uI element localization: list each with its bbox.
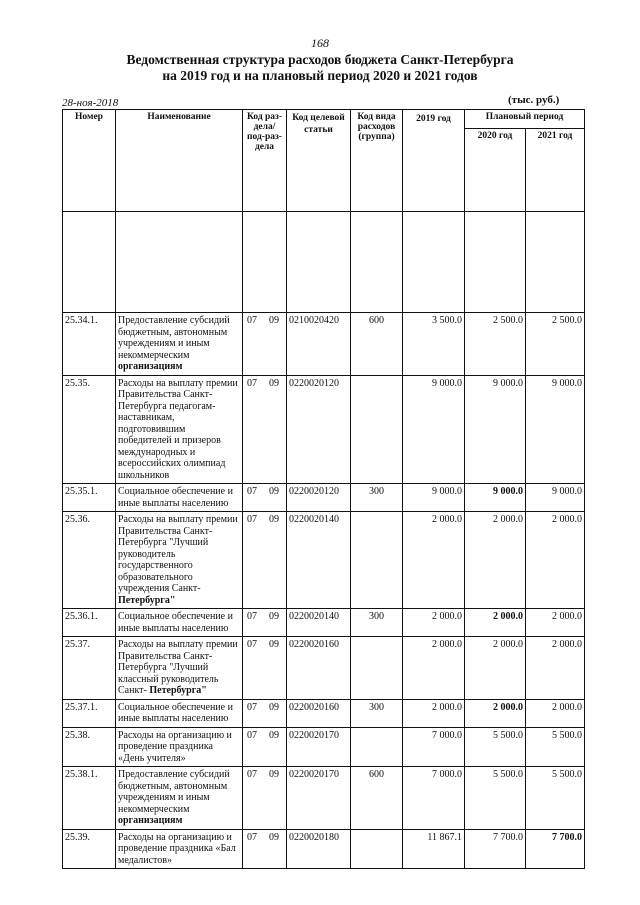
row-name-text-bold: Петербурга" (149, 685, 207, 696)
subsection-code: 09 (269, 315, 279, 326)
row-number: 25.37.1. (63, 699, 116, 727)
section-code: 07 (247, 377, 257, 389)
subsection-code: 09 (269, 639, 279, 650)
table-row (63, 637, 585, 700)
row-name-text-bold: организациям (118, 361, 183, 372)
row-expense-type: 300 (351, 699, 403, 727)
row-name-text-bold: Петербурга" (118, 594, 176, 606)
section-code: 07 (247, 315, 257, 326)
row-target-code: 0220020120 (287, 484, 351, 512)
row-name-text: Предоставление субсидий бюджетным, автономным учреждениям и иным некоммерческим (118, 769, 230, 815)
section-code: 07 (247, 701, 257, 713)
table-row (63, 699, 585, 727)
row-amount-2020: 2 000.0 (465, 609, 526, 637)
row-expense-type: 600 (351, 313, 403, 376)
row-name-text: Социальное обеспечение и иные выплаты населению (118, 611, 233, 634)
document-title (60, 52, 580, 84)
row-expense-type (351, 637, 403, 700)
row-amount-2021: 9 000.0 (526, 375, 585, 484)
budget-table (62, 109, 585, 869)
row-name (116, 829, 243, 869)
subsection-code: 09 (269, 611, 279, 622)
row-section-code (243, 829, 287, 869)
header-2021: 2021 год (526, 129, 585, 212)
row-amount-2019: 11 867.1 (403, 829, 465, 869)
table-row (63, 829, 585, 869)
table-row (63, 609, 585, 637)
subsection-code: 09 (269, 769, 279, 780)
section-code: 07 (247, 831, 257, 843)
row-name (116, 375, 243, 484)
header-planned-period: Плановый период (465, 110, 585, 129)
row-amount-2019: 2 000.0 (403, 609, 465, 637)
header-name: Наименование (116, 110, 243, 212)
row-expense-type: 600 (351, 767, 403, 830)
spacer-row (63, 212, 585, 313)
row-name-text: Социальное обеспечение и иные выплаты населению (118, 701, 233, 724)
row-number: 25.38.1. (63, 767, 116, 830)
section-code: 07 (247, 514, 257, 525)
subsection-code: 09 (269, 514, 279, 525)
header-target-code: Код целевой статьи (287, 110, 351, 212)
row-name-text: Расходы на организацию и проведение праздника «Бал медалистов» (118, 831, 236, 866)
subsection-code: 09 (269, 729, 279, 741)
subsection-code: 09 (269, 486, 279, 497)
subsection-code: 09 (269, 831, 279, 843)
table-row (63, 512, 585, 609)
row-expense-type (351, 512, 403, 609)
title-line-2: на 2019 год и на плановый период 2020 и 2021 годов (162, 68, 478, 83)
row-target-code: 0220020120 (287, 375, 351, 484)
row-amount-2021: 2 000.0 (526, 609, 585, 637)
row-section-code (243, 313, 287, 376)
row-amount-2020: 9 000.0 (465, 484, 526, 512)
row-section-code (243, 727, 287, 767)
title-line-1: Ведомственная структура расходов бюджета Санкт-Петербурга (126, 52, 514, 67)
row-name-text: Расходы на выплату премии Правительства Санкт-Петербурга "Лучший классный руководитель Санкт- (118, 639, 238, 696)
row-target-code: 0220020160 (287, 699, 351, 727)
section-code: 07 (247, 611, 257, 622)
header-section-code: Код раз-дела/ под-раз-дела (243, 110, 287, 212)
row-name-text: Расходы на выплату премии Правительства Санкт-Петербурга педагогам-наставникам, подготовившим победителей и призеров международных и всероссийских олимпиад школьников (118, 377, 238, 481)
row-section-code (243, 375, 287, 484)
row-name (116, 484, 243, 512)
row-amount-2019: 2 000.0 (403, 637, 465, 700)
table-row (63, 767, 585, 830)
row-number: 25.38. (63, 727, 116, 767)
row-number: 25.35.1. (63, 484, 116, 512)
row-name-text: Расходы на организацию и проведение праздника «День учителя» (118, 729, 232, 764)
subsection-code: 09 (269, 377, 279, 389)
row-amount-2019: 7 000.0 (403, 727, 465, 767)
subsection-code: 09 (269, 701, 279, 713)
row-section-code (243, 767, 287, 830)
row-section-code (243, 637, 287, 700)
row-name (116, 699, 243, 727)
row-expense-type (351, 727, 403, 767)
row-amount-2020: 5 500.0 (465, 727, 526, 767)
row-expense-type (351, 375, 403, 484)
row-amount-2021: 7 700.0 (526, 829, 585, 869)
table-row (63, 375, 585, 484)
table-row (63, 727, 585, 767)
row-target-code: 0220020170 (287, 767, 351, 830)
row-name-text: Расходы на выплату премии Правительства Санкт-Петербурга "Лучший руководитель государственного образовательного учреждения Санкт- (118, 514, 238, 594)
row-name (116, 767, 243, 830)
row-amount-2019: 3 500.0 (403, 313, 465, 376)
header-row (63, 110, 585, 129)
document-date: 28-ноя-2018 (62, 97, 119, 109)
row-target-code: 0220020160 (287, 637, 351, 700)
row-number: 25.36. (63, 512, 116, 609)
header-2020: 2020 год (465, 129, 526, 212)
table-row (63, 313, 585, 376)
row-amount-2019: 2 000.0 (403, 699, 465, 727)
row-target-code: 0220020180 (287, 829, 351, 869)
row-section-code (243, 484, 287, 512)
row-amount-2019: 7 000.0 (403, 767, 465, 830)
page-number: 168 (311, 36, 329, 50)
row-section-code (243, 512, 287, 609)
row-amount-2019: 2 000.0 (403, 512, 465, 609)
section-code: 07 (247, 769, 257, 780)
row-amount-2020: 7 700.0 (465, 829, 526, 869)
row-expense-type: 300 (351, 609, 403, 637)
header-2019: 2019 год (403, 110, 465, 212)
row-number: 25.37. (63, 637, 116, 700)
table-row (63, 484, 585, 512)
row-amount-2021: 5 500.0 (526, 727, 585, 767)
row-name (116, 637, 243, 700)
row-target-code: 0220020140 (287, 609, 351, 637)
row-target-code: 0220020140 (287, 512, 351, 609)
section-code: 07 (247, 639, 257, 650)
row-expense-type: 300 (351, 484, 403, 512)
row-name (116, 727, 243, 767)
row-number: 25.39. (63, 829, 116, 869)
units-label: (тыс. руб.) (508, 94, 560, 106)
row-amount-2020: 2 000.0 (465, 699, 526, 727)
row-amount-2020: 2 500.0 (465, 313, 526, 376)
row-amount-2021: 9 000.0 (526, 484, 585, 512)
section-code: 07 (247, 486, 257, 497)
row-amount-2021: 2 000.0 (526, 699, 585, 727)
row-section-code (243, 699, 287, 727)
row-number: 25.36.1. (63, 609, 116, 637)
row-expense-type (351, 829, 403, 869)
row-name (116, 609, 243, 637)
row-amount-2019: 9 000.0 (403, 375, 465, 484)
row-amount-2020: 2 000.0 (465, 637, 526, 700)
row-section-code (243, 609, 287, 637)
header-expense-type-code: Код вида расходов (группа) (351, 110, 403, 212)
row-name-text: Социальное обеспечение и иные выплаты населению (118, 486, 233, 509)
row-name (116, 512, 243, 609)
header-number: Номер (63, 110, 116, 212)
row-amount-2019: 9 000.0 (403, 484, 465, 512)
row-target-code: 0220020170 (287, 727, 351, 767)
row-amount-2021: 2 000.0 (526, 637, 585, 700)
row-name (116, 313, 243, 376)
row-name-text-bold: организациям (118, 815, 183, 826)
row-name-text: Предоставление субсидий бюджетным, автономным учреждениям и иным некоммерческим (118, 315, 230, 361)
row-amount-2021: 2 500.0 (526, 313, 585, 376)
row-target-code: 0210020420 (287, 313, 351, 376)
section-code: 07 (247, 729, 257, 741)
row-amount-2021: 2 000.0 (526, 512, 585, 609)
row-number: 25.34.1. (63, 313, 116, 376)
row-number: 25.35. (63, 375, 116, 484)
row-amount-2020: 2 000.0 (465, 512, 526, 609)
row-amount-2020: 5 500.0 (465, 767, 526, 830)
row-amount-2021: 5 500.0 (526, 767, 585, 830)
row-amount-2020: 9 000.0 (465, 375, 526, 484)
